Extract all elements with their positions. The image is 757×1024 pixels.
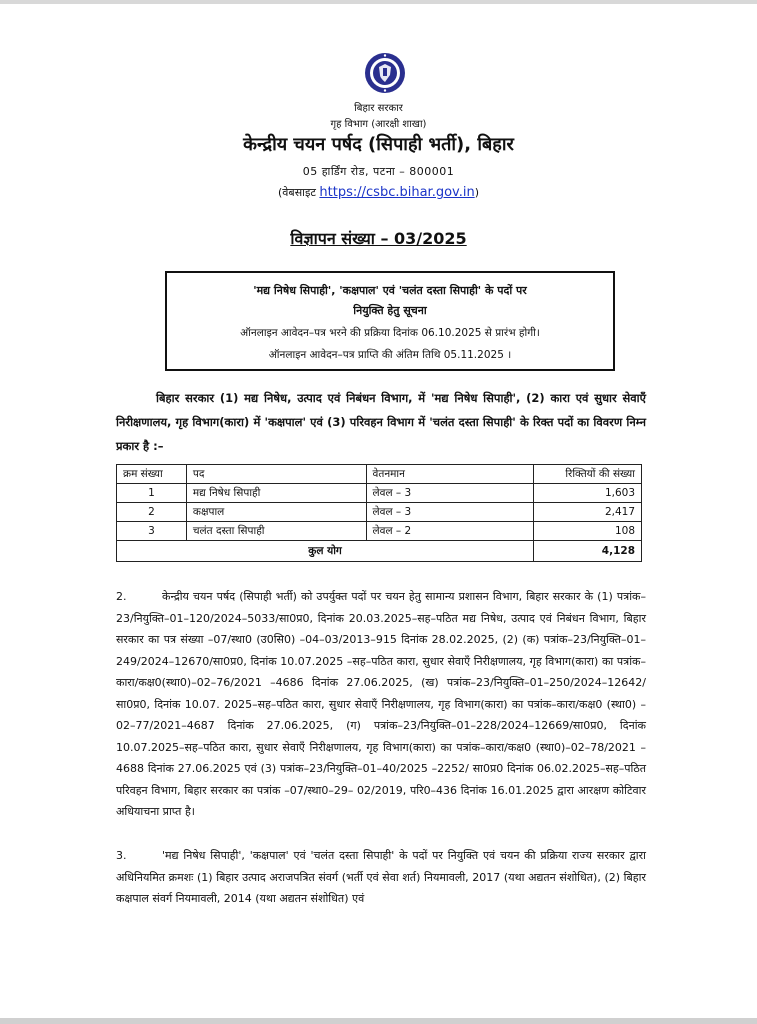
header-post: पद	[186, 465, 366, 484]
advertisement-number: विज्ञापन संख्या – 03/2025	[290, 229, 467, 248]
intro-paragraph	[116, 386, 646, 458]
paragraph-number: 3.	[116, 849, 127, 862]
table-row	[117, 503, 642, 522]
pay-cell: लेवल – 3	[366, 484, 534, 503]
department-name: गृह विभाग (आरक्षी शाखा)	[330, 119, 427, 130]
header-pay-scale: वेतनमान	[366, 465, 534, 484]
government-name: बिहार सरकार	[354, 103, 403, 114]
pay-cell: लेवल – 3	[366, 503, 534, 522]
serial-cell: 2	[117, 503, 187, 522]
bottom-border	[0, 1018, 757, 1024]
notice-subtitle: नियुक्ति हेतु सूचना	[353, 304, 427, 317]
pay-cell: लेवल – 2	[366, 522, 534, 541]
post-cell: चलंत दस्ता सिपाही	[186, 522, 366, 541]
police-emblem-icon	[364, 52, 406, 94]
post-cell: मद्य निषेध सिपाही	[186, 484, 366, 503]
top-border	[0, 0, 757, 4]
paragraph-3	[116, 845, 646, 910]
table-header-row	[117, 465, 642, 484]
total-label: कुल योग	[117, 541, 534, 562]
notice-last-date: ऑनलाइन आवेदन–पत्र प्राप्ति की अंतिम तिथि 05.11.2025 ।	[268, 349, 512, 361]
paragraph-text: 'मद्य निषेध सिपाही', 'कक्षपाल' एवं 'चलंत दस्ता सिपाही' के पदों पर नियुक्ति एवं चयन की प्रक्रिया राज्य सरकार द्वारा अधिनियमित क्रमशः (1) बिहार उत्पाद अराजपत्रित संवर्ग (भर्ती एवं सेवा शर्त) नियमावली, 2017 (यथा अद्यतन संशोधित), (2) बिहार कक्षपाल संवर्ग नियमावली, 2014 (यथा अद्यतन संशोधित) एवं	[116, 849, 646, 905]
table-row	[117, 522, 642, 541]
notice-box	[165, 271, 615, 371]
website-line	[0, 185, 757, 200]
paragraph-text: केन्द्रीय चयन पर्षद (सिपाही भर्ती) को उपर्युक्त पदों पर चयन हेतु सामान्य प्रशासन विभाग, बिहार सरकार के (1) पत्रांक–23/नियुक्ति–01–120/2024–5033/सा0प्र0, दिनांक 20.03.2025–सह–पठित मद्य निषेध, उत्पाद एवं निबंधन विभाग, बिहार सरकार का पत्र संख्या –07/स्था0 (उ0सि0) –04–03/2013–915 दिनांक 28.02.2025, (2) (क) पत्रांक–23/नियुक्ति–01–249/2024–12670/सा0प्र0, दिनांक 10.07.2025 –सह–पठित कारा, सुधार सेवाएँ निरीक्षणालय, गृह विभाग(कारा) का पत्रांक– कारा/कक्ष0(स्था0)–02–76/2021 –4686 दिनांक 27.06.2025, (ख) पत्रांक–23/नियुक्ति–01–250/2024–12642/सा0प्र0, दिनांक 10.07. 2025–सह–पठित कारा, सुधार सेवाएँ निरीक्षणालय, गृह विभाग(कारा) का पत्रांक–कारा/कक्ष0 (स्था0) –02–77/2021–4687 दिनांक 27.06.2025, (ग) पत्रांक–23/नियुक्ति–01–228/2024–12669/सा0प्र0, दिनांक 10.07.2025–सह–पठित कारा, सुधार सेवाएँ निरीक्षणालय, गृह विभाग(कारा) का पत्रांक–कारा/कक्ष0 (स्था0)–02–78/2021 –4688 दिनांक 27.06.2025 एवं (3) पत्रांक–23/नियुक्ति–01–40/2025 –2252/ सा0प्र0 दिनांक 06.02.2025–सह–पठित परिवहन विभाग, बिहार सरकार का पत्रांक –07/स्था0–29– 02/2019, परि0–436 दिनांक 16.01.2025 द्वारा आरक्षण कोटिवार अधियाचना प्राप्त है।	[116, 590, 646, 818]
header-serial: क्रम संख्या	[117, 465, 187, 484]
paragraph-number: 2.	[116, 590, 127, 603]
website-link[interactable]: https://csbc.bihar.gov.in	[319, 185, 475, 200]
serial-cell: 1	[117, 484, 187, 503]
count-cell: 108	[534, 522, 642, 541]
vacancy-table	[116, 464, 642, 562]
notice-start-date: ऑनलाइन आवेदन–पत्र भरने की प्रक्रिया दिनांक 06.10.2025 से प्रारंभ होगी।	[240, 327, 540, 339]
notice-title: 'मद्य निषेध सिपाही', 'कक्षपाल' एवं 'चलंत दस्ता सिपाही' के पदों पर	[253, 284, 527, 297]
count-cell: 2,417	[534, 503, 642, 522]
total-row	[117, 541, 642, 562]
post-cell: कक्षपाल	[186, 503, 366, 522]
intro-text: बिहार सरकार (1) मद्य निषेध, उत्पाद एवं निबंधन विभाग, में 'मद्य निषेध सिपाही', (2) कारा एवं सुधार सेवाएँ निरीक्षणालय, गृह विभाग(कारा) में 'कक्षपाल' एवं (3) परिवहन विभाग में 'चलंत दस्ता सिपाही' के रिक्त पदों का विवरण निम्न प्रकार है :–	[116, 391, 646, 453]
serial-cell: 3	[117, 522, 187, 541]
organization-title: केन्द्रीय चयन पर्षद (सिपाही भर्ती), बिहार	[243, 134, 514, 155]
website-prefix: (वेबसाइट	[278, 186, 320, 199]
website-suffix: )	[474, 186, 479, 199]
table-row	[117, 484, 642, 503]
total-value: 4,128	[534, 541, 642, 562]
paragraph-2	[116, 586, 646, 823]
count-cell: 1,603	[534, 484, 642, 503]
office-address: 05 हार्डिंग रोड, पटना – 800001	[302, 165, 455, 178]
header-vacancy-count: रिक्तियों की संख्या	[534, 465, 642, 484]
